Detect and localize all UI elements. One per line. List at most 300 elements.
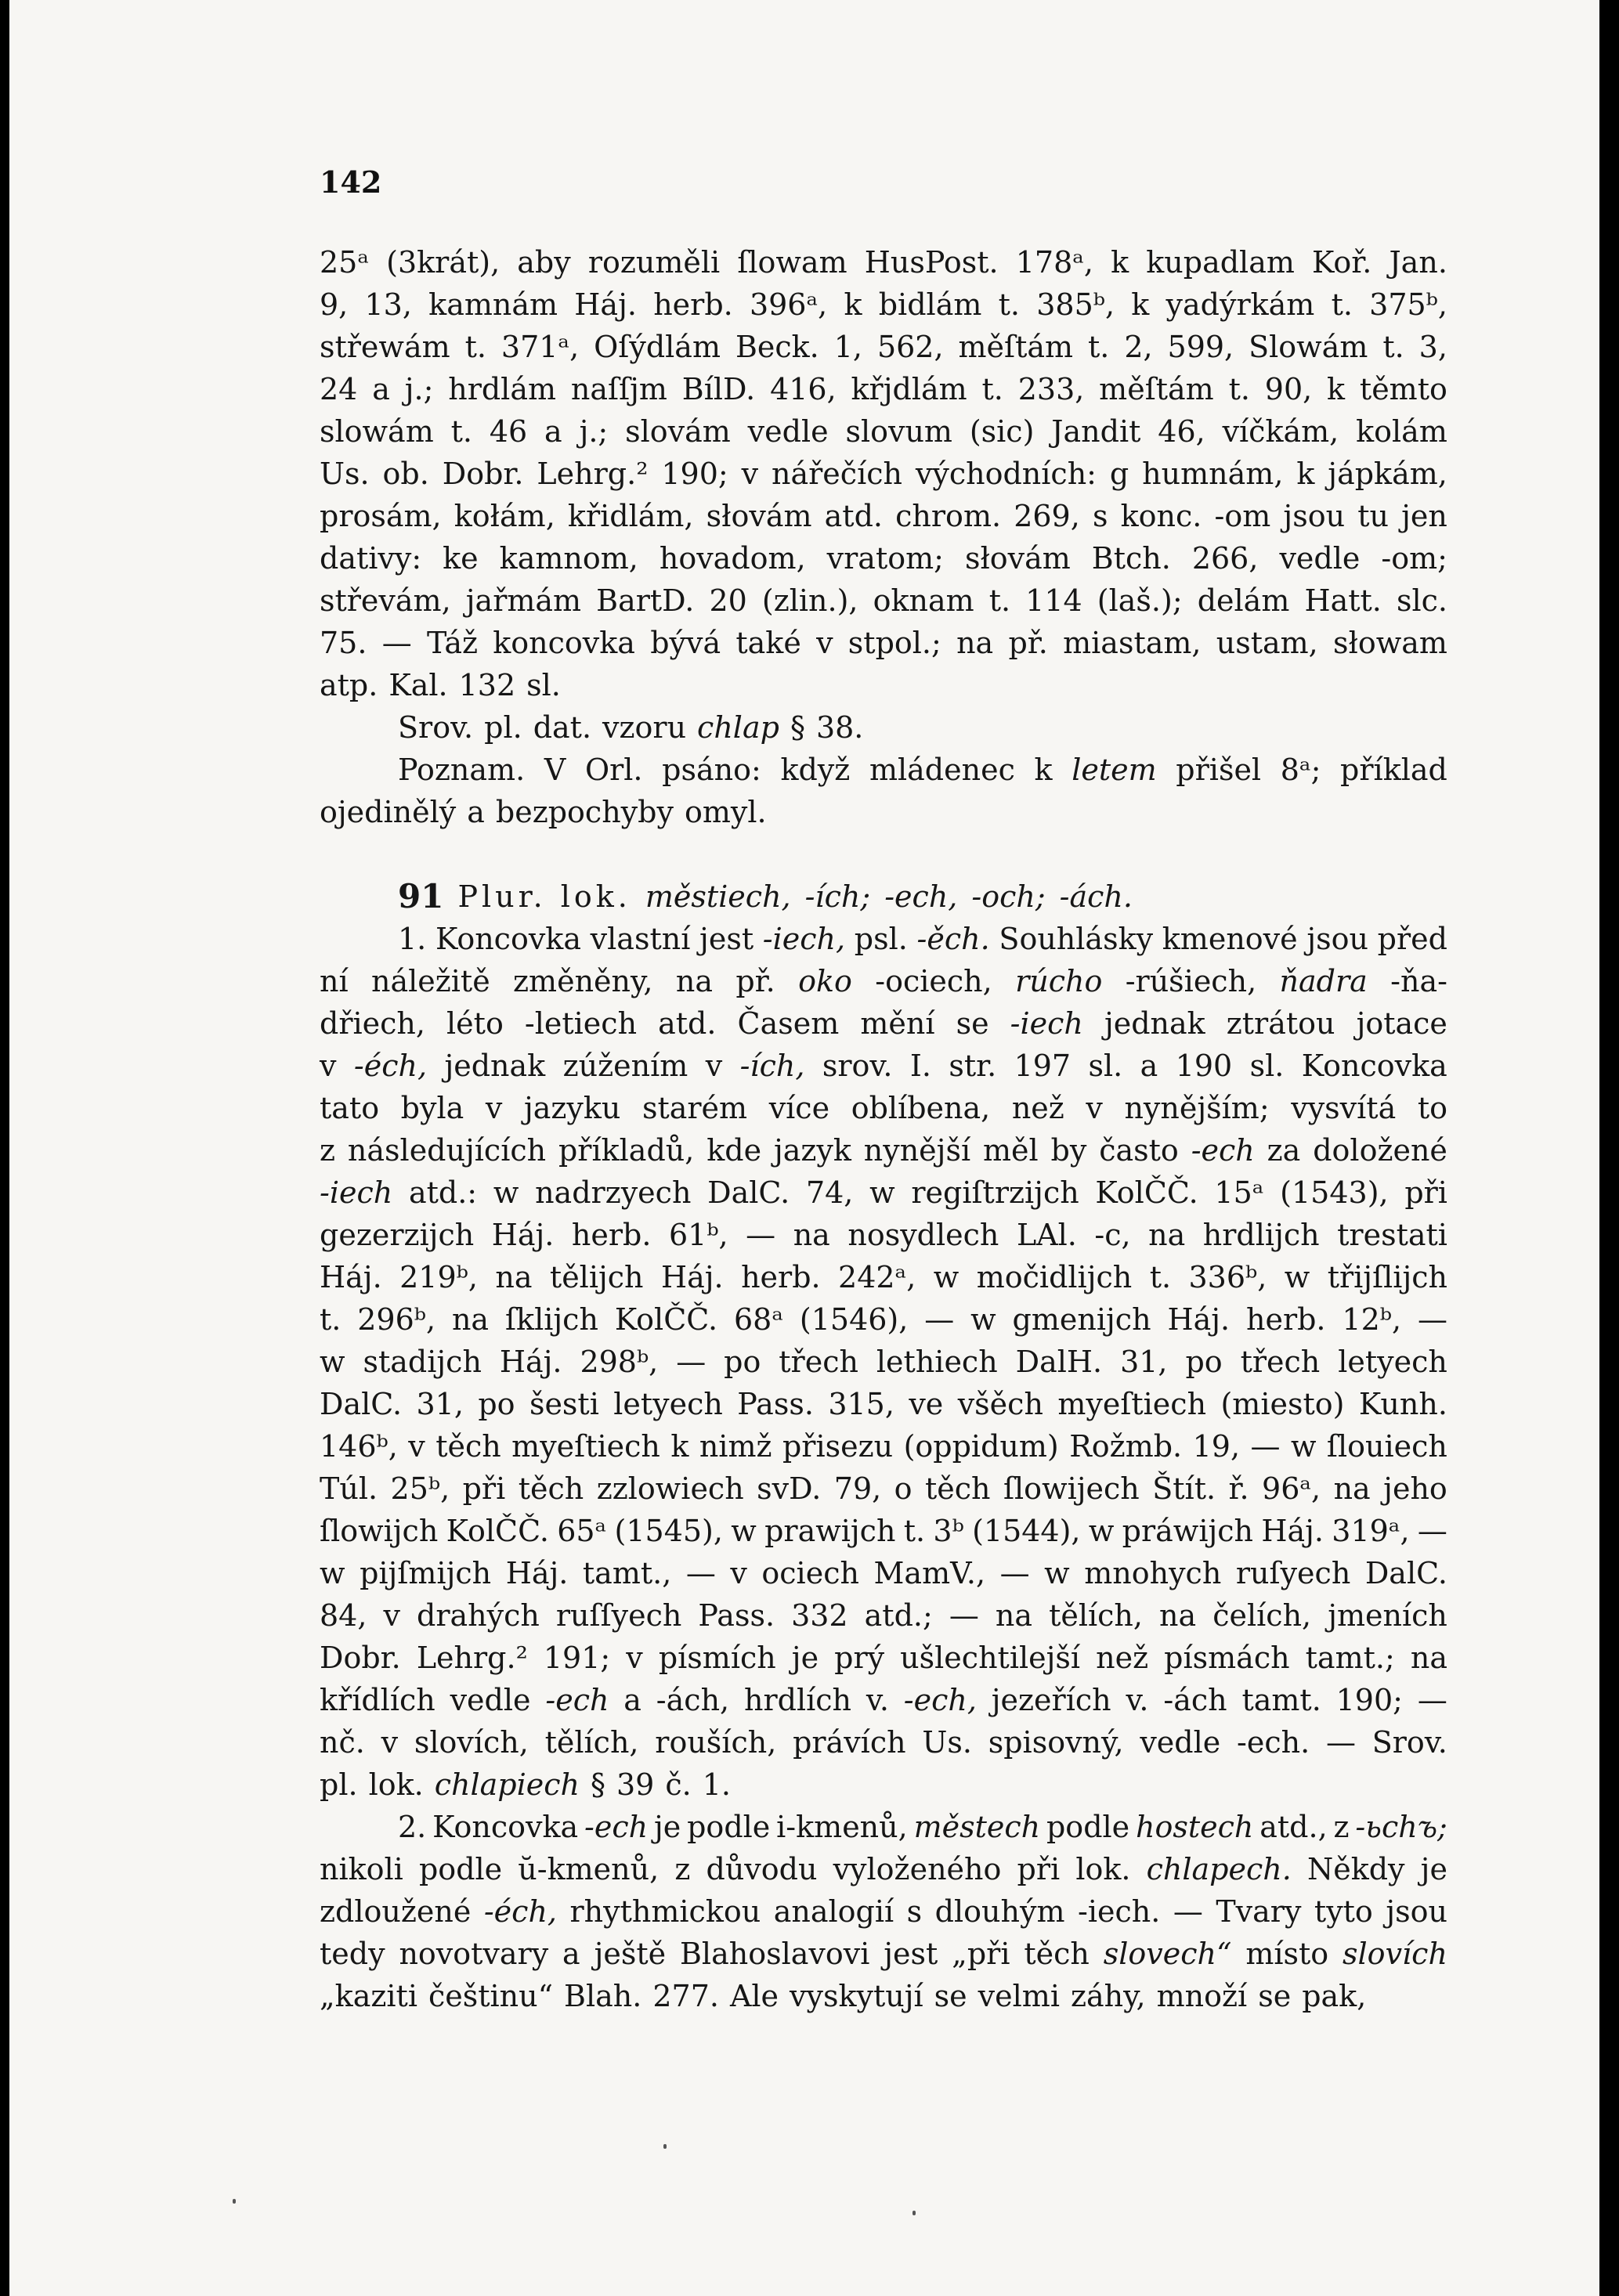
word: Háj.: [660, 1260, 724, 1294]
word: měſtám: [958, 330, 1074, 364]
word: z: [320, 1133, 336, 1168]
word: 31,: [416, 1387, 464, 1421]
word: jest: [699, 922, 754, 956]
word: lok.: [1075, 1852, 1131, 1886]
word: je: [791, 1641, 819, 1675]
word: se: [934, 1979, 967, 2013]
print-speck: [663, 2144, 667, 2149]
word: ŭ-kmenů,: [518, 1852, 660, 1886]
word: slovum: [845, 414, 952, 449]
word: Koncovka: [1301, 1049, 1447, 1083]
word: 84,: [320, 1598, 367, 1633]
word: słovám: [964, 541, 1071, 576]
word: k: [1296, 457, 1315, 491]
word: t.: [450, 414, 472, 449]
word: slovích: [1343, 1937, 1447, 1971]
word: g: [1109, 457, 1129, 491]
word: nynějším;: [1124, 1091, 1270, 1125]
word: ve: [909, 1387, 944, 1421]
word: v: [730, 1556, 747, 1590]
word: w: [970, 1302, 996, 1337]
word: příklad: [1340, 753, 1447, 787]
word: zdloužené: [320, 1894, 472, 1929]
word: spisovný,: [988, 1725, 1124, 1760]
word: w: [1284, 1260, 1310, 1294]
word: -om;: [1381, 541, 1447, 576]
word: lethiech: [876, 1345, 998, 1379]
word: k: [844, 287, 862, 322]
word: na: [675, 964, 713, 998]
word: 79,: [833, 1471, 882, 1506]
word: lok.: [560, 879, 631, 914]
word: bidlám: [878, 287, 982, 322]
word: j.;: [404, 372, 434, 406]
word: na: [451, 1302, 490, 1337]
word: v: [816, 626, 833, 660]
word: (1545),: [614, 1514, 723, 1548]
word: ztrátou: [1226, 1006, 1335, 1041]
word: ruſyech: [1235, 1556, 1351, 1590]
text-line: [320, 791, 1447, 833]
word: Háj.: [1167, 1302, 1231, 1337]
text-line: [320, 1679, 1447, 1721]
word: atd.: [824, 499, 883, 533]
word: vedle: [1279, 541, 1361, 576]
word: —: [1417, 1302, 1447, 1337]
word: po: [1185, 1345, 1223, 1379]
word: chlapiech: [434, 1767, 580, 1802]
word: Háj.: [574, 287, 637, 322]
word: Blahoslavovi: [679, 1937, 870, 1971]
word: -om: [1214, 499, 1271, 533]
word: místo: [1245, 1937, 1329, 1971]
text-line: [320, 918, 1447, 960]
word: lok.: [368, 1767, 424, 1802]
word: KolČČ.: [1095, 1175, 1198, 1210]
word: chlap: [697, 710, 779, 745]
word: —: [1173, 1894, 1203, 1929]
word: 3ᵇ: [933, 1514, 964, 1548]
word: -éch,: [483, 1894, 557, 1929]
text-line: [320, 1171, 1447, 1214]
word: słovám: [706, 499, 812, 533]
word: k: [1327, 372, 1346, 406]
word: víčkám,: [1222, 414, 1339, 449]
word: s: [1092, 499, 1108, 533]
word: 219ᵇ,: [399, 1260, 478, 1294]
word: v: [1086, 1091, 1103, 1125]
text-line: [320, 326, 1447, 368]
word: Us.: [922, 1725, 972, 1760]
word: Orl.: [584, 753, 643, 787]
word: „kaziti: [320, 1979, 417, 2013]
word: rouších,: [655, 1725, 777, 1760]
word: na: [956, 626, 994, 660]
word: Ale: [729, 1979, 779, 2013]
word: t.: [903, 1514, 926, 1548]
word: jazyk: [773, 1133, 851, 1168]
word: náležitě: [370, 964, 490, 998]
word: jsou: [1386, 1894, 1447, 1929]
word: 20: [709, 583, 747, 618]
word: 319ᵃ,: [1332, 1514, 1410, 1548]
word: zúžením: [562, 1049, 688, 1083]
word: yadýrkám: [1165, 287, 1315, 322]
word: aby: [517, 245, 571, 280]
word: —: [1325, 1725, 1356, 1760]
word: -ích,: [739, 1049, 805, 1083]
word: v: [705, 1049, 723, 1083]
word: zzlowiech: [596, 1471, 744, 1506]
text-line: [320, 1637, 1447, 1679]
word: dřiech,: [320, 1006, 425, 1041]
word: w: [320, 1556, 345, 1590]
word: ociech: [761, 1556, 859, 1590]
word: vedle: [747, 414, 829, 449]
word: podle: [687, 1810, 771, 1844]
word: 114: [1025, 583, 1082, 618]
word: a: [623, 1683, 641, 1717]
word: slovích,: [414, 1725, 529, 1760]
word: ruſſyech: [555, 1598, 682, 1633]
word: -ech: [584, 1810, 649, 1844]
text-line: [320, 1214, 1447, 1256]
word: jotace: [1356, 1006, 1447, 1041]
word: Btch.: [1091, 541, 1171, 576]
word: —: [1417, 1683, 1447, 1717]
word: t.: [320, 1302, 342, 1337]
word: herb.: [571, 1218, 652, 1252]
word: 266,: [1191, 541, 1259, 576]
word: více: [768, 1091, 830, 1125]
word: 46: [489, 414, 528, 449]
word: starém: [641, 1091, 748, 1125]
word: Štít.: [1152, 1471, 1216, 1506]
word: jest: [884, 1937, 938, 1971]
word: tělijch: [549, 1260, 644, 1294]
word: když: [780, 753, 851, 787]
word: písmách: [1164, 1641, 1290, 1675]
word: šesti: [529, 1387, 599, 1421]
text-line: [320, 241, 1447, 283]
word: mnohych: [1084, 1556, 1222, 1590]
word: z: [1333, 1810, 1350, 1844]
word: slowám: [320, 414, 434, 449]
word: je: [1420, 1852, 1447, 1886]
word: herb.: [1245, 1302, 1326, 1337]
word: w: [320, 1345, 345, 1379]
word: ř.: [1228, 1471, 1249, 1506]
text-line: [320, 537, 1447, 579]
word: Koncovka: [432, 1810, 579, 1844]
text-line: [320, 1045, 1447, 1087]
word: -ьchъ;: [1355, 1810, 1447, 1844]
word: křídlích: [320, 1683, 435, 1717]
word: atd.:: [408, 1175, 478, 1210]
word: koncovka: [493, 626, 635, 660]
word: a: [544, 414, 562, 449]
word: —: [1250, 1429, 1281, 1464]
word: delám: [1197, 583, 1290, 618]
word: atd.: [658, 1006, 717, 1041]
word: hrdlám: [448, 372, 557, 406]
word: k: [1111, 245, 1129, 280]
text-line: [320, 579, 1447, 622]
word: křidlám,: [567, 499, 694, 533]
word: dlouhým: [934, 1894, 1065, 1929]
word: Beck.: [735, 330, 819, 364]
word: regiſtrzijch: [911, 1175, 1079, 1210]
word: k: [1034, 753, 1053, 787]
word: tyto: [1314, 1894, 1373, 1929]
word: třech: [779, 1345, 858, 1379]
word: v: [381, 1725, 399, 1760]
word: (miesto): [1220, 1387, 1345, 1421]
word: než: [1096, 1641, 1149, 1675]
word: trestati: [1337, 1218, 1447, 1252]
word: těch: [1024, 1937, 1090, 1971]
word: 269,: [1014, 499, 1080, 533]
word: velmi: [978, 1979, 1060, 2013]
word: Souhlásky: [999, 922, 1154, 956]
word: Kunh.: [1358, 1387, 1447, 1421]
word: 371ᵃ,: [501, 330, 580, 364]
word: vedle: [450, 1683, 531, 1717]
text-line: [320, 1594, 1447, 1637]
word: vlastní: [590, 922, 691, 956]
word: Poznam.: [398, 753, 526, 787]
word: kołám,: [454, 499, 555, 533]
word: a: [562, 1937, 580, 1971]
word: hrdlích: [743, 1683, 852, 1717]
word: příkladů,: [558, 1133, 695, 1168]
word: 315,: [828, 1387, 894, 1421]
word: a: [372, 372, 390, 406]
word: Pass.: [737, 1387, 814, 1421]
word: ojedinělý: [320, 795, 457, 829]
text-line: [320, 1087, 1447, 1129]
word: —: [746, 1218, 776, 1252]
word: 146ᵇ,: [320, 1429, 398, 1464]
word: kde: [707, 1133, 762, 1168]
word: 25ᵃ: [320, 245, 370, 280]
word: ušlechtilejší: [900, 1641, 1081, 1675]
word: střevám,: [320, 583, 451, 618]
word: Háj.: [1261, 1514, 1324, 1548]
word: měſtám: [1099, 372, 1214, 406]
word: 38.: [815, 710, 864, 745]
word: DalC.: [320, 1387, 403, 1421]
word: jednak: [444, 1049, 546, 1083]
word: vyskytují: [790, 1979, 923, 2013]
word: ještě: [594, 1937, 667, 1971]
word: gmenijch: [1012, 1302, 1151, 1337]
word: před: [1377, 922, 1447, 956]
word: dativy:: [320, 541, 422, 576]
word: -ech: [545, 1683, 609, 1717]
word: -ňa-: [1390, 964, 1447, 998]
word: tamt.;: [1305, 1641, 1395, 1675]
word: bezpochyby: [495, 795, 674, 829]
word: 1,: [833, 330, 862, 364]
text-line: [320, 749, 1447, 791]
word: 190;: [661, 457, 728, 491]
word: městech: [913, 1810, 1041, 1844]
word: 599,: [1167, 330, 1234, 364]
word: písmích: [658, 1641, 776, 1675]
word: ſlowijch: [320, 1514, 439, 1548]
word: oblíbena,: [851, 1091, 991, 1125]
word: 191;: [543, 1641, 611, 1675]
word: mění: [860, 1006, 935, 1041]
word: v.: [1126, 1683, 1149, 1717]
word: v: [320, 1049, 337, 1083]
word: 277.: [652, 1979, 719, 2013]
word: hrdlijch: [1202, 1218, 1320, 1252]
word: 298ᵇ,: [580, 1345, 659, 1379]
word: 25ᵇ,: [390, 1471, 450, 1506]
word: př.: [735, 964, 775, 998]
word: ustam,: [1216, 626, 1318, 660]
word: na: [1148, 1218, 1186, 1252]
word: 65ᵃ: [557, 1514, 607, 1548]
text-line: [320, 1425, 1447, 1467]
word: Dobr.: [442, 457, 524, 491]
text-line: [320, 664, 1447, 706]
word: vysvítá: [1291, 1091, 1397, 1125]
word: 61ᵇ,: [668, 1218, 728, 1252]
word: vratom;: [826, 541, 944, 576]
word: tamt.,: [582, 1556, 672, 1590]
paragraph-gap: [320, 833, 1447, 875]
word: 24: [320, 372, 358, 406]
word: ňadra: [1279, 964, 1368, 998]
word: třech: [1240, 1345, 1321, 1379]
word: str.: [949, 1049, 997, 1083]
word: záhy,: [1070, 1979, 1146, 2013]
word: Blah.: [564, 1979, 642, 2013]
print-speck: [233, 2199, 236, 2204]
word: stpol.;: [847, 626, 941, 660]
word: KolČČ.: [614, 1302, 718, 1337]
word: východních:: [915, 457, 1097, 491]
text-line: [320, 283, 1447, 326]
word: -ách: [1163, 1683, 1227, 1717]
word: 1.: [702, 1767, 731, 1802]
word: -rúšiech,: [1125, 964, 1257, 998]
word: rozuměli: [587, 245, 721, 280]
word: Rožmb.: [1069, 1429, 1183, 1464]
word: 91: [398, 877, 444, 915]
word: slc.: [1396, 583, 1447, 618]
text-line: [320, 410, 1447, 453]
word: t.: [1331, 287, 1353, 322]
word: jednak: [1104, 1006, 1205, 1041]
word: doložené: [1313, 1133, 1447, 1168]
word: Koncovka: [435, 922, 581, 956]
page-number: 142: [320, 164, 382, 200]
word: prosám,: [320, 499, 442, 533]
text-line: [320, 368, 1447, 410]
word: hovadom,: [659, 541, 806, 576]
word: př.: [1008, 626, 1048, 660]
word: 46,: [1158, 414, 1205, 449]
word: 90,: [1264, 372, 1313, 406]
word: w: [1088, 1514, 1115, 1548]
word: letem: [1072, 753, 1157, 787]
word: atp.: [320, 668, 378, 702]
text-line: [320, 1933, 1447, 1975]
word: LAl.: [1016, 1218, 1077, 1252]
word: v: [485, 1091, 503, 1125]
word: 178ᵃ,: [1015, 245, 1093, 280]
word: těch: [925, 1471, 991, 1506]
word: oko: [798, 964, 852, 998]
word: 75.: [320, 626, 367, 660]
word: často: [1099, 1133, 1179, 1168]
word: na: [1410, 1641, 1447, 1675]
word: 296ᵇ,: [357, 1302, 436, 1337]
word: Časem: [737, 1006, 840, 1041]
word: v: [741, 457, 759, 491]
word: z: [674, 1852, 691, 1886]
word: nářečích: [772, 457, 902, 491]
word: Lehrg.²: [537, 457, 649, 491]
word: gezerzijch: [320, 1218, 475, 1252]
word: ob.: [382, 457, 429, 491]
word: §: [591, 1767, 605, 1802]
word: —: [676, 1345, 707, 1379]
word: atd.;: [864, 1598, 933, 1633]
word: w: [731, 1514, 757, 1548]
word: -ech.: [1237, 1725, 1310, 1760]
word: 1.: [398, 922, 427, 956]
word: tedy: [320, 1937, 385, 1971]
word: I.: [909, 1049, 931, 1083]
word: (1546),: [799, 1302, 909, 1337]
word: t.: [1149, 1260, 1172, 1294]
page-text: [320, 241, 1447, 2017]
word: -c,: [1094, 1218, 1131, 1252]
text-line: [320, 1383, 1447, 1425]
word: -ech: [1191, 1133, 1255, 1168]
word: také: [735, 626, 801, 660]
text-line: [320, 1848, 1447, 1890]
word: 416,: [770, 372, 837, 406]
word: vedle: [1140, 1725, 1221, 1760]
word: pak,: [1302, 1979, 1367, 2013]
word: §: [790, 710, 805, 745]
word: (1543),: [1280, 1175, 1389, 1210]
word: -ách,: [656, 1683, 730, 1717]
word: na: [793, 1218, 830, 1252]
word: nč.: [320, 1725, 365, 1760]
word: -ěch.: [916, 922, 990, 956]
word: Kal.: [388, 668, 448, 702]
word: Srov.: [1371, 1725, 1447, 1760]
word: č.: [665, 1767, 692, 1802]
word: rúcho: [1015, 964, 1103, 998]
word: KolČČ.: [446, 1514, 549, 1548]
word: na: [1159, 1598, 1197, 1633]
word: všěch: [957, 1387, 1043, 1421]
word: jeho: [1383, 1471, 1447, 1506]
word: -iech: [1010, 1006, 1083, 1041]
word: se: [956, 1006, 989, 1041]
word: V: [544, 753, 566, 787]
word: Táž: [426, 626, 479, 660]
word: než: [1011, 1091, 1064, 1125]
